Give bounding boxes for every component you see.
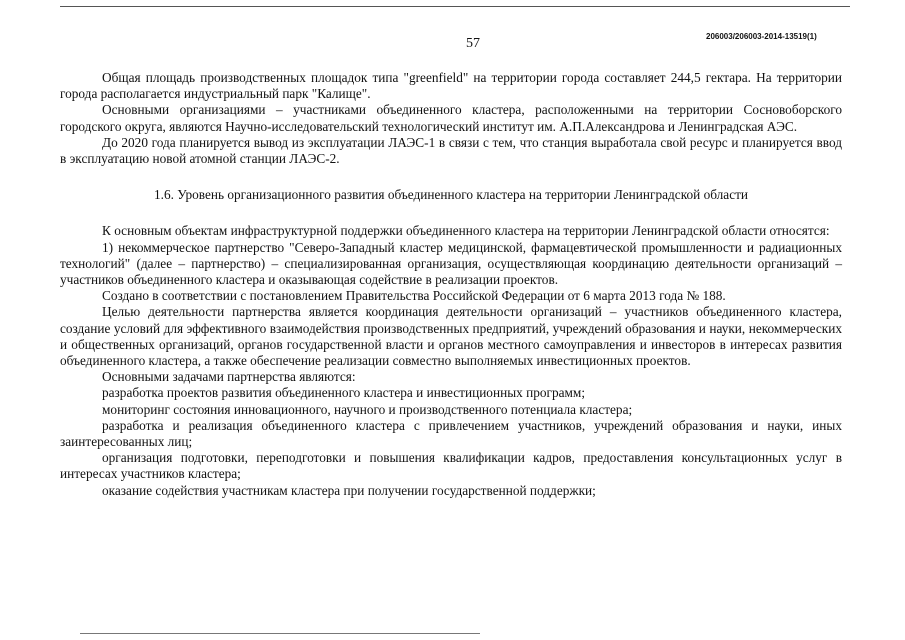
paragraph: Целью деятельности партнерства является координация деятельности организаций – участников объединенного кластера, создание условий для эффективного взаимодействия производственных предприятий, учреждений образования и науки, некоммерческих и общественных организаций, органов государственной власти и органов местного самоуправления и инвесторов в интересах развития объединенного кластера, а также обеспечение реализации совместно выполняемых инвестиционных проектов.	[60, 304, 842, 369]
list-item: разработка и реализация объединенного кластера с привлечением участников, учреждений образования и науки, иных заинтересованных лиц;	[60, 417, 842, 450]
list-item: разработка проектов развития объединенного кластера и инвестиционных программ;	[102, 385, 586, 401]
page-number: 57	[466, 36, 480, 51]
paragraph: Общая площадь производственных площадок типа "greenfield" на территории города составляет 244,5 гектара. На территории города располагается индустриальный парк "Калище".	[60, 70, 842, 102]
section-heading: 1.6. Уровень организационного развития объединенного кластера на территории Ленинградской области	[153, 187, 749, 203]
paragraph: К основным объектам инфраструктурной поддержки объединенного кластера на территории Ленинградской области относятся:	[102, 223, 830, 239]
list-item: оказание содействия участникам кластера при получении государственной поддержки;	[102, 482, 596, 498]
paragraph: Создано в соответствии с постановлением Правительства Российской Федерации от 6 марта 2013 года № 188.	[102, 288, 726, 304]
paragraph: Основными задачами партнерства являются:	[102, 369, 356, 385]
list-item: организация подготовки, переподготовки и повышения квалификации кадров, предоставления консультационных услуг в интересах участников кластера;	[60, 450, 842, 482]
scan-border-bottom	[80, 633, 480, 634]
list-item: мониторинг состояния инновационного, научного и производственного потенциала кластера;	[102, 401, 633, 417]
document-body	[60, 70, 842, 499]
document-id: 206003/206003-2014-13519(1)	[706, 32, 817, 41]
paragraph: 1) некоммерческое партнерство "Северо-Западный кластер медицинской, фармацевтической промышленности и радиационных технологий" (далее – партнерство) – специализированная организация, осуществляющая координацию деятельности организаций – участников объединенного кластера и оказывающая содействие в реализации проектов.	[60, 239, 842, 288]
scan-border-top	[60, 6, 850, 7]
paragraph: До 2020 года планируется вывод из эксплуатации ЛАЭС-1 в связи с тем, что станция выработала свой ресурс и планируется ввод в эксплуатацию новой атомной станции ЛАЭС-2.	[60, 134, 842, 167]
paragraph: Основными организациями – участниками объединенного кластера, расположенными на территории Сосновоборского городского округа, являются Научно-исследовательский технологический институт им. А.П.Александрова и Ленинградская АЭС.	[60, 102, 842, 134]
